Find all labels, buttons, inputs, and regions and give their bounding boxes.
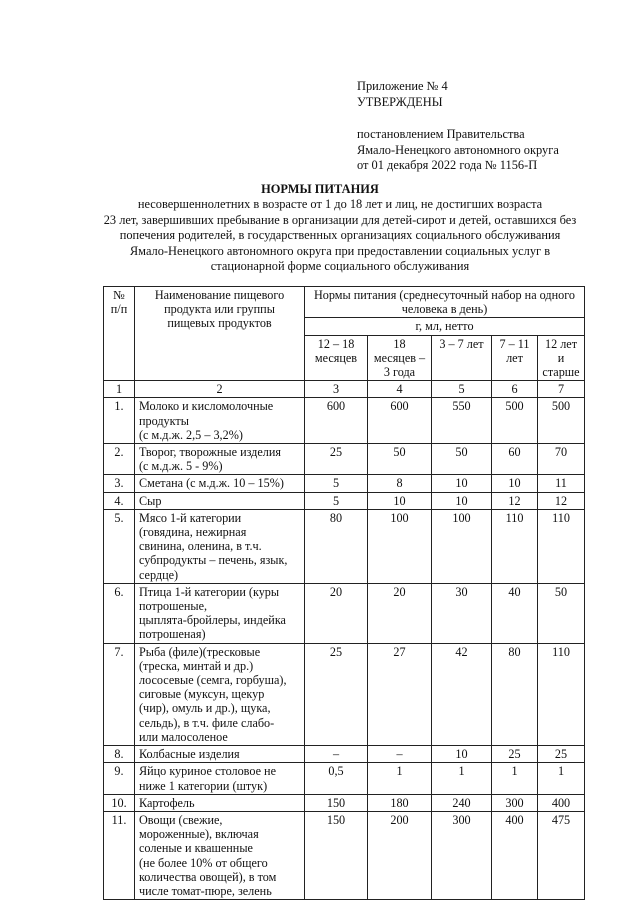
norm-value: 20: [368, 583, 432, 643]
norm-value: 25: [305, 643, 368, 745]
header-text: продукта или группы: [164, 302, 275, 317]
product-name-line: Молоко и кисломолочные: [139, 399, 274, 414]
norm-value: 30: [432, 583, 492, 643]
norm-value: 10: [492, 475, 538, 492]
header-text: человека в день): [401, 302, 488, 317]
age-group-cell: [368, 335, 432, 381]
header-name-cell: [135, 287, 305, 381]
column-number: 1: [104, 381, 135, 398]
product-name-cell: [135, 811, 305, 899]
product-name-cell: [135, 794, 305, 811]
header-number-cell: [104, 287, 135, 381]
product-name-line: (чир), омуль и др.), щука,: [139, 701, 271, 716]
table-row: [104, 746, 585, 763]
table-row: [104, 475, 585, 492]
norm-value: 12: [492, 492, 538, 509]
product-name-line: Овощи (свежие,: [139, 812, 223, 827]
approval-block: [357, 127, 559, 174]
table-row: [104, 583, 585, 643]
table-row: [104, 398, 585, 444]
header-text: Нормы питания (среднесуточный набор на одного: [313, 288, 575, 302]
norm-value: 70: [538, 444, 585, 475]
product-name-cell: [135, 509, 305, 583]
norm-value: 25: [492, 746, 538, 763]
norm-value: 180: [368, 794, 432, 811]
product-name-line: Сыр: [139, 493, 162, 508]
column-number: 6: [492, 381, 538, 398]
row-number: 1.: [104, 398, 135, 444]
norm-value: 40: [492, 583, 538, 643]
table-row: [104, 492, 585, 509]
column-number: 7: [538, 381, 585, 398]
norm-value: 110: [538, 509, 585, 583]
product-name-line: Творог, творожные изделия: [139, 445, 282, 460]
product-name-cell: [135, 746, 305, 763]
norm-value: 5: [305, 492, 368, 509]
norm-value: 10: [432, 492, 492, 509]
norm-value: 600: [368, 398, 432, 444]
norm-value: 550: [432, 398, 492, 444]
norm-value: 1: [368, 763, 432, 794]
norm-value: 475: [538, 811, 585, 899]
product-name-line: Рыба (филе)(тресковые: [139, 644, 261, 659]
age-text: месяцев: [314, 350, 358, 365]
norm-value: 60: [492, 444, 538, 475]
subtitle-line: попечения родителей, в государственных организациях социального обслуживания: [119, 228, 561, 242]
norm-value: 300: [432, 811, 492, 899]
nutrition-norms-table: [103, 286, 585, 900]
product-name-line: ниже 1 категории (штук): [139, 778, 268, 793]
norm-value: 1: [432, 763, 492, 794]
norm-value: 50: [432, 444, 492, 475]
subtitle-line: 23 лет, завершивших пребывание в организации для детей-сирот и детей, оставшихся без: [103, 212, 577, 227]
age-group-cell: [432, 335, 492, 381]
product-name-line: потрошеная): [139, 627, 206, 642]
table-row: [104, 509, 585, 583]
norm-value: 25: [305, 444, 368, 475]
row-number: 2.: [104, 444, 135, 475]
column-number: 4: [368, 381, 432, 398]
norm-value: 110: [492, 509, 538, 583]
norm-value: 25: [538, 746, 585, 763]
product-name-line: лососевые (семга, горбуша),: [139, 673, 287, 688]
header-units-cell: г, мл, нетто: [305, 318, 585, 335]
column-number: 5: [432, 381, 492, 398]
product-name-cell: [135, 643, 305, 745]
norm-value: 1: [538, 763, 585, 794]
product-name-cell: [135, 492, 305, 509]
row-number: 10.: [104, 794, 135, 811]
age-text: 18: [393, 336, 406, 351]
product-name-line: продукты: [139, 413, 189, 428]
column-number-row: [104, 381, 585, 398]
norm-value: 400: [538, 794, 585, 811]
age-text: лет: [506, 350, 523, 365]
product-name-line: Картофель: [139, 795, 195, 810]
row-number: 11.: [104, 811, 135, 899]
product-name-line: Колбасные изделия: [139, 747, 240, 762]
product-name-line: Птица 1-й категории (куры: [139, 584, 280, 599]
product-name-cell: [135, 763, 305, 794]
product-name-line: сиговые (муксун, щекур: [139, 687, 265, 702]
table-row: [104, 763, 585, 794]
product-name-line: сердце): [139, 567, 179, 582]
product-name-line: свинина, оленина, в т.ч.: [139, 539, 262, 554]
product-name-cell: [135, 444, 305, 475]
header-text: п/п: [110, 302, 128, 317]
norm-value: 600: [305, 398, 368, 444]
product-name-line: соленые и квашенные: [139, 841, 253, 856]
table-row: [104, 811, 585, 899]
product-name-line: потрошеные,: [139, 599, 208, 614]
norm-value: 27: [368, 643, 432, 745]
column-number: 3: [305, 381, 368, 398]
document-subtitle: [90, 197, 590, 275]
row-number: 7.: [104, 643, 135, 745]
approved-line: УТВЕРЖДЕНЫ: [357, 94, 443, 109]
norm-value: 10: [432, 746, 492, 763]
product-name-line: (не более 10% от общего: [139, 855, 268, 870]
age-group-cell: [305, 335, 368, 381]
norm-value: 110: [538, 643, 585, 745]
norm-value: 12: [538, 492, 585, 509]
norm-value: 80: [305, 509, 368, 583]
norm-value: 5: [305, 475, 368, 492]
row-number: 6.: [104, 583, 135, 643]
age-text: месяцев –: [373, 350, 426, 365]
approval-line: постановлением Правительства: [357, 127, 525, 141]
product-name-line: количества овощей), в том: [139, 869, 277, 884]
age-text: 12 – 18: [317, 336, 355, 351]
norm-value: 150: [305, 811, 368, 899]
table-row: [104, 444, 585, 475]
row-number: 8.: [104, 746, 135, 763]
norm-value: 100: [368, 509, 432, 583]
header-text: №: [113, 288, 125, 302]
norm-value: 11: [538, 475, 585, 492]
product-name-cell: [135, 583, 305, 643]
norm-value: 150: [305, 794, 368, 811]
norm-value: 500: [492, 398, 538, 444]
row-number: 9.: [104, 763, 135, 794]
norm-value: 200: [368, 811, 432, 899]
row-number: 3.: [104, 475, 135, 492]
header-text: Наименование пищевого: [154, 288, 285, 302]
header-text: пищевых продуктов: [167, 316, 272, 331]
row-number: 4.: [104, 492, 135, 509]
table-row: [104, 794, 585, 811]
norm-value: –: [368, 746, 432, 763]
product-name-line: мороженные), включая: [139, 827, 259, 842]
product-name-line: Яйцо куриное столовое не: [139, 764, 276, 779]
approval-line: Ямало-Ненецкого автономного округа: [357, 142, 559, 157]
age-group-cell: [538, 335, 585, 381]
norm-value: 10: [432, 475, 492, 492]
norm-value: –: [305, 746, 368, 763]
appendix-line: Приложение № 4: [357, 79, 448, 93]
table-header-row: [104, 287, 585, 318]
product-name-line: (говядина, нежирная: [139, 525, 247, 540]
age-group-cell: [492, 335, 538, 381]
norm-value: 500: [538, 398, 585, 444]
norm-value: 50: [368, 444, 432, 475]
product-name-line: (с м.д.ж. 2,5 – 3,2%): [139, 427, 243, 442]
product-name-line: сельдь), в т.ч. филе слабо-: [139, 715, 275, 730]
document-title: НОРМЫ ПИТАНИЯ: [261, 182, 379, 196]
norm-value: 240: [432, 794, 492, 811]
norm-value: 300: [492, 794, 538, 811]
product-name-line: (треска, минтай и др.): [139, 658, 254, 673]
product-name-line: или малосоленое: [139, 729, 228, 744]
subtitle-line: стационарной форме социального обслуживания: [210, 259, 470, 273]
norm-value: 400: [492, 811, 538, 899]
subtitle-line: Ямало-Ненецкого автономного округа при предоставлении социальных услуг в: [129, 243, 551, 258]
product-name-cell: [135, 398, 305, 444]
age-text: 7 – 11: [499, 336, 530, 351]
norm-value: 80: [492, 643, 538, 745]
subtitle-line: несовершеннолетних в возрасте от 1 до 18 лет и лиц, не достигших возраста: [137, 197, 543, 211]
appendix-block: [357, 79, 448, 110]
column-number: 2: [135, 381, 305, 398]
norm-value: 20: [305, 583, 368, 643]
product-name-line: субпродукты – печень, язык,: [139, 553, 288, 568]
table-row: [104, 643, 585, 745]
age-text: 3 года: [383, 365, 416, 380]
norm-value: 100: [432, 509, 492, 583]
product-name-cell: [135, 475, 305, 492]
age-text: 12 лет и: [544, 336, 578, 365]
norm-value: 1: [492, 763, 538, 794]
row-number: 5.: [104, 509, 135, 583]
age-text: 3 – 7 лет: [439, 336, 484, 351]
norm-value: 8: [368, 475, 432, 492]
approval-line: от 01 декабря 2022 года № 1156-П: [357, 158, 538, 173]
norm-value: 10: [368, 492, 432, 509]
header-norms-cell: [305, 287, 585, 318]
product-name-line: Сметана (с м.д.ж. 10 – 15%): [139, 476, 284, 491]
product-name-line: Мясо 1-й категории: [139, 510, 242, 525]
product-name-line: цыплята-бройлеры, индейка: [139, 613, 286, 628]
age-text: старше: [542, 365, 580, 380]
product-name-line: числе томат-пюре, зелень: [139, 883, 272, 898]
norm-value: 50: [538, 583, 585, 643]
product-name-line: (с м.д.ж. 5 - 9%): [139, 459, 223, 474]
norm-value: 42: [432, 643, 492, 745]
norm-value: 0,5: [305, 763, 368, 794]
